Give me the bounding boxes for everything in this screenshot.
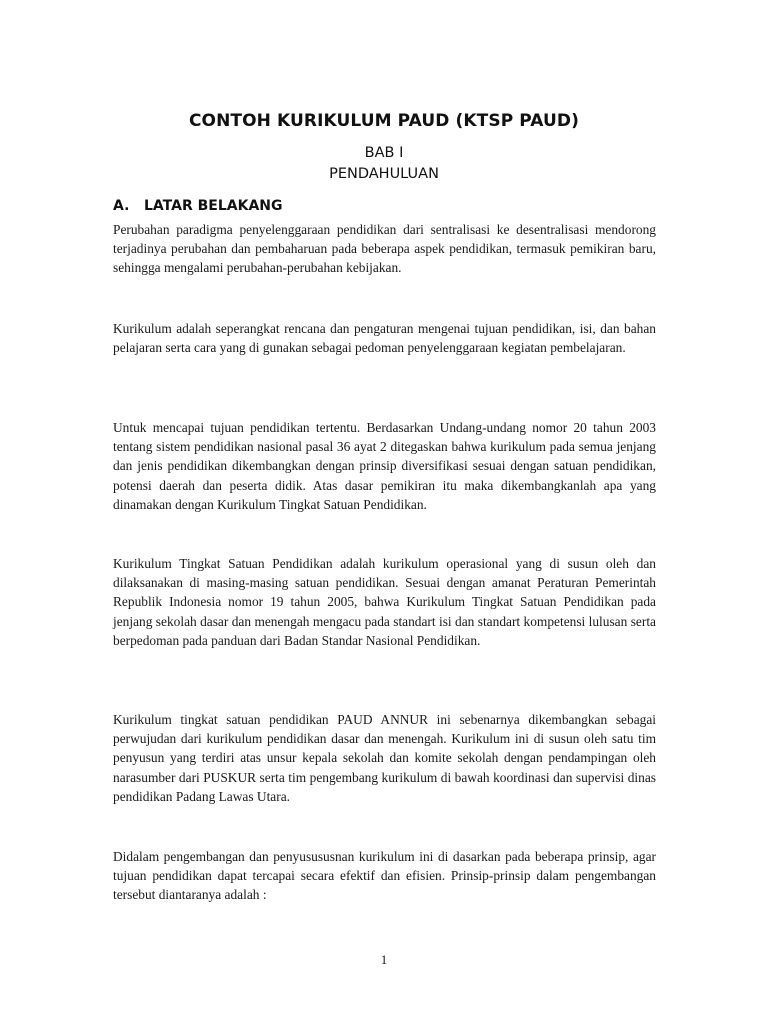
paragraph-2: Kurikulum adalah seperangkat rencana dan pengaturan mengenai tujuan pendidikan, isi, dan bahan pelajaran serta cara yang di gunakan sebagai pedoman penyelenggaraan kegiatan pembelajaran. xyxy=(113,321,656,356)
chapter-name: PENDAHULUAN xyxy=(329,166,439,182)
paragraph-6: Didalam pengembangan dan penyusususnan kurikulum ini di dasarkan pada beberapa prinsip, agar tujuan pendidikan dapat tercapai secara efektif dan efisien. Prinsip-prinsip dalam pengembangan tersebut diantaranya adalah : xyxy=(113,849,656,903)
paragraph-4: Kurikulum Tingkat Satuan Pendidikan adalah kurikulum operasional yang di susun oleh dan dilaksanakan di masing-masing satuan pendidikan. Sesuai dengan amanat Peraturan Pemerintah Republik Indonesia nomor 19 tahun 2005, bahwa Kurikulum Tingkat Satuan Pendidikan pada jenjang sekolah dasar dan menengah mengacu pada standart isi dan standart kompetensi lulusan serta berpedoman pada panduan dari Badan Standar Nasional Pendidikan. xyxy=(113,556,656,648)
chapter-number: BAB I xyxy=(364,145,404,161)
section-heading xyxy=(113,198,283,214)
paragraph-5: Kurikulum tingkat satuan pendidikan PAUD ANNUR ini sebenarnya dikembangkan sebagai perwujudan dari kurikulum pendidikan dasar dan menengah. Kurikulum ini di susun oleh satu tim penyusun yang terdiri atas unsur kepala sekolah dan komite sekolah dengan pendampingan oleh narasumber dari PUSKUR serta tim pengembang kurikulum di bawah koordinasi dan supervisi dinas pendidikan Padang Lawas Utara. xyxy=(113,712,656,804)
paragraph-1: Perubahan paradigma penyelenggaraan pendidikan dari sentralisasi ke desentralisasi mendorong terjadinya perubahan dan pembaharuan pada beberapa aspek pendidikan, termasuk pemikiran baru, sehingga mengalami perubahan-perubahan kebijakan. xyxy=(113,222,656,276)
section-letter: A. xyxy=(113,198,130,214)
section-title: LATAR BELAKANG xyxy=(144,198,283,214)
page-number: 1 xyxy=(380,952,388,967)
paragraph-3: Untuk mencapai tujuan pendidikan tertentu. Berdasarkan Undang-undang nomor 20 tahun 2003 tentang sistem pendidikan nasional pasal 36 ayat 2 ditegaskan bahwa kurikulum pada semua jenjang dan jenis pendidikan dikembangkan dengan prinsip diversifikasi sesuai dengan satuan pendidikan, potensi daerah dan peserta didik. Atas dasar pemikiran itu maka dikembangkanlah apa yang dinamakan dengan Kurikulum Tingkat Satuan Pendidikan. xyxy=(113,420,656,512)
document-title: CONTOH KURIKULUM PAUD (KTSP PAUD) xyxy=(188,111,580,131)
